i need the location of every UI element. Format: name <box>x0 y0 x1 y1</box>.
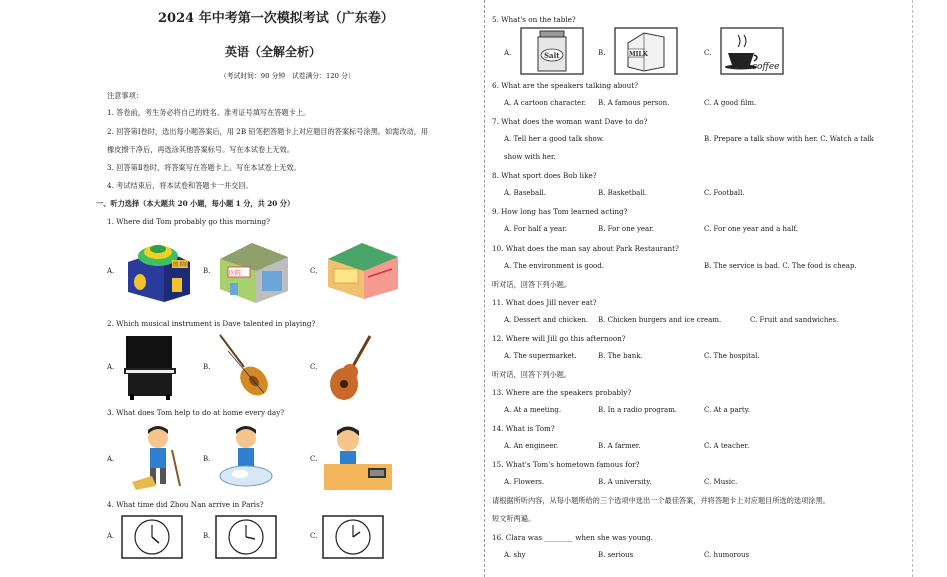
question-11: 11. What does Jill never eat? <box>492 298 597 307</box>
dialog-note: 听对话，回答下列小题。 <box>492 280 572 289</box>
salt-label: Salt <box>544 51 560 60</box>
option-label: B. <box>203 532 211 540</box>
question-7: 7. What does the woman want Dave to do? <box>492 117 648 126</box>
margin-line <box>912 0 913 577</box>
option-text: C. A good film. <box>704 99 757 107</box>
option-text: A. The supermarket. <box>504 352 577 360</box>
coffee-cup-image <box>720 27 784 75</box>
option-text: A. A cartoon character. <box>504 99 587 107</box>
option-text: C. Football. <box>704 189 745 197</box>
option-text: B. For one year. <box>598 225 655 233</box>
option-label: A. <box>107 455 115 463</box>
option-label: B. <box>203 363 211 371</box>
question-3: 3. What does Tom help to do at home every day? <box>107 408 285 417</box>
option-text: A. shy <box>504 551 526 559</box>
option-text: A. Baseball. <box>504 189 546 197</box>
question-15: 15. What's Tom's hometown famous for? <box>492 460 640 469</box>
option-label: C. <box>310 532 318 540</box>
option-text: C. For one year and a half. <box>704 225 799 233</box>
option-label: A. <box>107 267 115 275</box>
question-8: 8. What sport does Bob like? <box>492 171 597 180</box>
boy-cooking-image <box>322 424 394 494</box>
notice-item: 2. 回答第Ⅰ卷时，选出每小题答案后，用 2B 铅笔把答题卡上对应题目的答案标号涂黑。如需改动，用 <box>107 127 429 136</box>
option-text: A. Tell her a good talk show. <box>504 135 605 143</box>
option-text: B. In a radio program. <box>598 406 678 414</box>
page-title: 2024 年中考第一次模拟考试（广东卷） <box>158 11 394 26</box>
option-label: A. <box>107 532 115 540</box>
notice-item: 4. 考试结束后，将本试卷和答题卡一并交回。 <box>107 181 253 190</box>
option-label: C. <box>310 363 318 371</box>
option-text: A. Flowers. <box>504 478 545 486</box>
clock-image <box>215 515 277 559</box>
exam-info: （考试时间：90 分钟 试卷满分：120 分） <box>220 72 355 80</box>
milk-label: MILK <box>629 51 648 58</box>
option-text: B. The service is bad. C. The food is cheap. <box>704 262 857 270</box>
question-16: 16. Clara was ________ when she was young. <box>492 533 653 542</box>
page-subtitle: 英语（全解全析） <box>225 45 322 59</box>
question-10: 10. What does the man say about Park Restaurant? <box>492 244 679 253</box>
instruction-text: 请根据所听内容，从每小题所给的三个选项中选出一个最佳答案，并将答题卡上对应题目所选的选项涂黑。 <box>492 496 830 505</box>
question-5: 5. What's on the table? <box>492 15 576 24</box>
option-text: A. For half a year. <box>504 225 567 233</box>
question-13: 13. Where are the speakers probably? <box>492 388 632 397</box>
shop-building-image <box>322 237 402 299</box>
section-heading: 一、听力选择（本大题共 20 小题，每小题 1 分，共 20 分） <box>96 199 295 208</box>
option-text: C. Fruit and sandwiches. <box>750 316 839 324</box>
option-text: C. A teacher. <box>704 442 750 450</box>
option-text: B. Prepare a talk show with her. C. Watch a talk <box>704 135 874 143</box>
notice-heading: 注意事项： <box>107 91 143 100</box>
notice-item: 1. 答卷前，考生务必将自己的姓名、准考证号填写在答题卡上。 <box>107 108 311 117</box>
option-text: show with her. <box>504 153 556 161</box>
option-text: B. Chicken burgers and ice cream. <box>598 316 722 324</box>
question-14: 14. What is Tom? <box>492 424 555 433</box>
option-text: C. At a party. <box>704 406 750 414</box>
question-9: 9. How long has Tom learned acting? <box>492 207 628 216</box>
question-1: 1. Where did Tom probably go this morning? <box>107 217 270 226</box>
option-label: A. <box>504 49 512 57</box>
milk-carton-image <box>614 27 678 75</box>
boy-sweeping-image <box>122 424 194 494</box>
boy-washing-dishes-image <box>214 424 278 494</box>
option-text: B. A famous person. <box>598 99 670 107</box>
option-text: A. Dessert and chicken. <box>504 316 589 324</box>
option-text: C. humorous <box>704 551 750 559</box>
question-2: 2. Which musical instrument is Dave talented in playing? <box>107 319 316 328</box>
dialog-note: 听对话，回答下列小题。 <box>492 370 572 379</box>
option-label: C. <box>704 49 712 57</box>
notice-item: 橡皮擦干净后，再选涂其他答案标号。写在本试卷上无效。 <box>107 145 294 154</box>
clock-image <box>121 515 183 559</box>
option-text: C. The hospital. <box>704 352 760 360</box>
option-text: A. The environment is good. <box>504 262 604 270</box>
option-text: A. An engineer. <box>504 442 559 450</box>
option-label: C. <box>310 267 318 275</box>
option-text: A. At a meeting. <box>504 406 562 414</box>
option-label: B. <box>203 267 211 275</box>
option-label: C. <box>310 455 318 463</box>
hospital-building-image <box>214 233 294 303</box>
column-divider <box>484 0 485 577</box>
clock-image <box>322 515 384 559</box>
library-building-image <box>120 234 192 304</box>
option-text: B. serious <box>598 551 634 559</box>
option-text: C. Music. <box>704 478 738 486</box>
question-6: 6. What are the speakers talking about? <box>492 81 639 90</box>
option-label: A. <box>107 363 115 371</box>
option-text: B. Basketball. <box>598 189 648 197</box>
coffee-label: coffee <box>752 62 780 72</box>
option-label: B. <box>203 455 211 463</box>
question-4: 4. What time did Zhou Nan arrive in Paris? <box>107 500 264 509</box>
salt-shaker-image <box>520 27 584 75</box>
option-text: B. A farmer. <box>598 442 641 450</box>
library-sign: 图书馆 <box>173 262 189 268</box>
option-text: B. A university. <box>598 478 652 486</box>
violin-image <box>214 333 274 401</box>
piano-image <box>120 332 180 402</box>
passage-note: 短文听两遍。 <box>492 514 536 523</box>
option-label: B. <box>598 49 606 57</box>
notice-item: 3. 回答第Ⅱ卷时，将答案写在答题卡上。写在本试卷上无效。 <box>107 163 301 172</box>
option-text: B. The bank. <box>598 352 643 360</box>
guitar-image <box>322 334 378 402</box>
question-12: 12. Where will Jill go this afternoon? <box>492 334 626 343</box>
hospital-sign: 医院 <box>229 270 242 277</box>
